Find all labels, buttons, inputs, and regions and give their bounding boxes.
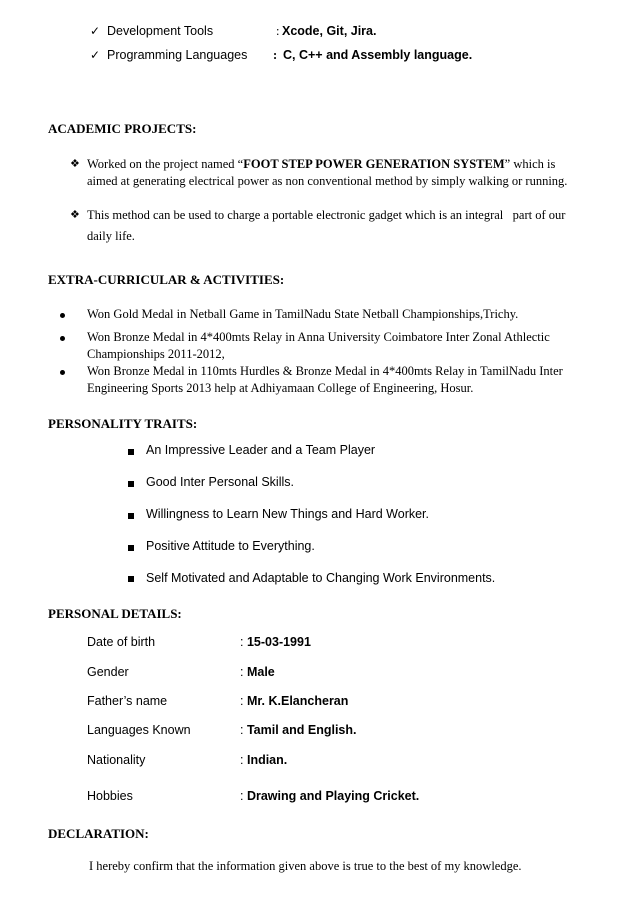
detail-row-hobbies xyxy=(240,789,419,803)
detail-separator: : xyxy=(240,694,244,708)
trait-item: Positive Attitude to Everything. xyxy=(146,539,315,553)
detail-value: Tamil and English. xyxy=(246,723,357,737)
square-bullet-icon xyxy=(128,481,134,487)
detail-value: Drawing and Playing Cricket. xyxy=(246,789,420,803)
project-2-line-1: This method can be used to charge a portable electronic gadget which is an integral part of our xyxy=(87,208,566,222)
declaration-text: I hereby confirm that the information given above is true to the best of my knowledge. xyxy=(89,859,522,873)
detail-label: Hobbies xyxy=(87,789,133,803)
detail-row-languages xyxy=(240,723,356,737)
square-bullet-icon xyxy=(128,576,134,582)
section-heading-declaration: DECLARATION: xyxy=(48,826,149,841)
project-2-line-2: daily life. xyxy=(87,229,135,243)
detail-separator: : xyxy=(240,635,244,649)
skill-sep: : xyxy=(276,24,280,38)
skill-label: Development Tools xyxy=(107,24,214,38)
check-icon: ✓ xyxy=(90,24,101,38)
activity-2-line-1: Won Bronze Medal in 4*400mts Relay in Anna University Coimbatore Inter Zonal Athlectic xyxy=(87,330,550,344)
trait-item: An Impressive Leader and a Team Player xyxy=(146,443,376,457)
square-bullet-icon xyxy=(128,545,134,551)
detail-value: Indian. xyxy=(246,753,288,767)
detail-separator: : xyxy=(240,753,244,767)
trait-item: Willingness to Learn New Things and Hard Worker. xyxy=(146,507,430,521)
detail-separator: : xyxy=(240,665,244,679)
section-heading-personality-traits: PERSONALITY TRAITS: xyxy=(48,416,198,431)
detail-separator: : xyxy=(240,723,244,737)
project-1-line-1 xyxy=(87,157,555,172)
detail-label: Father’s name xyxy=(87,694,168,708)
project-1-line-2: aimed at generating electrical power as non conventional method by simply walking or running. xyxy=(87,174,568,188)
project-1-suffix: ” which is xyxy=(504,157,556,171)
detail-separator: : xyxy=(240,789,244,803)
trait-item: Good Inter Personal Skills. xyxy=(146,475,294,489)
bullet-icon xyxy=(60,313,65,318)
detail-value: 15-03-1991 xyxy=(246,635,311,649)
skill-value: Xcode, Git, Jira. xyxy=(282,24,377,38)
activity-3-line-2: Engineering Sports 2013 help at Adhiyamaan College of Engineering, Hosur. xyxy=(87,381,474,395)
detail-label: Languages Known xyxy=(87,723,191,737)
skill-value: C, C++ and Assembly language. xyxy=(283,48,473,62)
skill-sep: : xyxy=(273,48,278,62)
diamond-bullet-icon: ❖ xyxy=(70,209,80,221)
detail-value: Male xyxy=(246,665,275,679)
bullet-icon xyxy=(60,370,65,375)
activity-2-line-2: Championships 2011-2012, xyxy=(87,347,225,361)
bullet-icon xyxy=(60,336,65,341)
section-heading-academic-projects: ACADEMIC PROJECTS: xyxy=(48,121,197,136)
activity-1-line-1: Won Gold Medal in Netball Game in TamilNadu State Netball Championships,Trichy. xyxy=(87,307,519,321)
section-heading-personal-details: PERSONAL DETAILS: xyxy=(48,606,182,621)
detail-row-gender xyxy=(240,665,275,679)
detail-value: Mr. K.Elancheran xyxy=(246,694,349,708)
check-icon: ✓ xyxy=(90,48,101,62)
detail-label: Date of birth xyxy=(87,635,156,649)
skill-label: Programming Languages xyxy=(107,48,248,62)
project-1-prefix: Worked on the project named “ xyxy=(87,157,244,171)
square-bullet-icon xyxy=(128,449,134,455)
detail-label: Gender xyxy=(87,665,129,679)
section-heading-extra-curricular: EXTRA-CURRICULAR & ACTIVITIES: xyxy=(48,272,285,287)
detail-row-father xyxy=(240,694,348,708)
diamond-bullet-icon: ❖ xyxy=(70,158,80,170)
activity-3-line-1: Won Bronze Medal in 110mts Hurdles & Bronze Medal in 4*400mts Relay in TamilNadu Inter xyxy=(87,364,563,378)
detail-label: Nationality xyxy=(87,753,146,767)
square-bullet-icon xyxy=(128,513,134,519)
trait-item: Self Motivated and Adaptable to Changing Work Environments. xyxy=(146,571,496,585)
project-1-title: FOOT STEP POWER GENERATION SYSTEM xyxy=(243,157,505,171)
detail-row-nationality xyxy=(240,753,287,767)
detail-row-dob xyxy=(240,635,311,649)
